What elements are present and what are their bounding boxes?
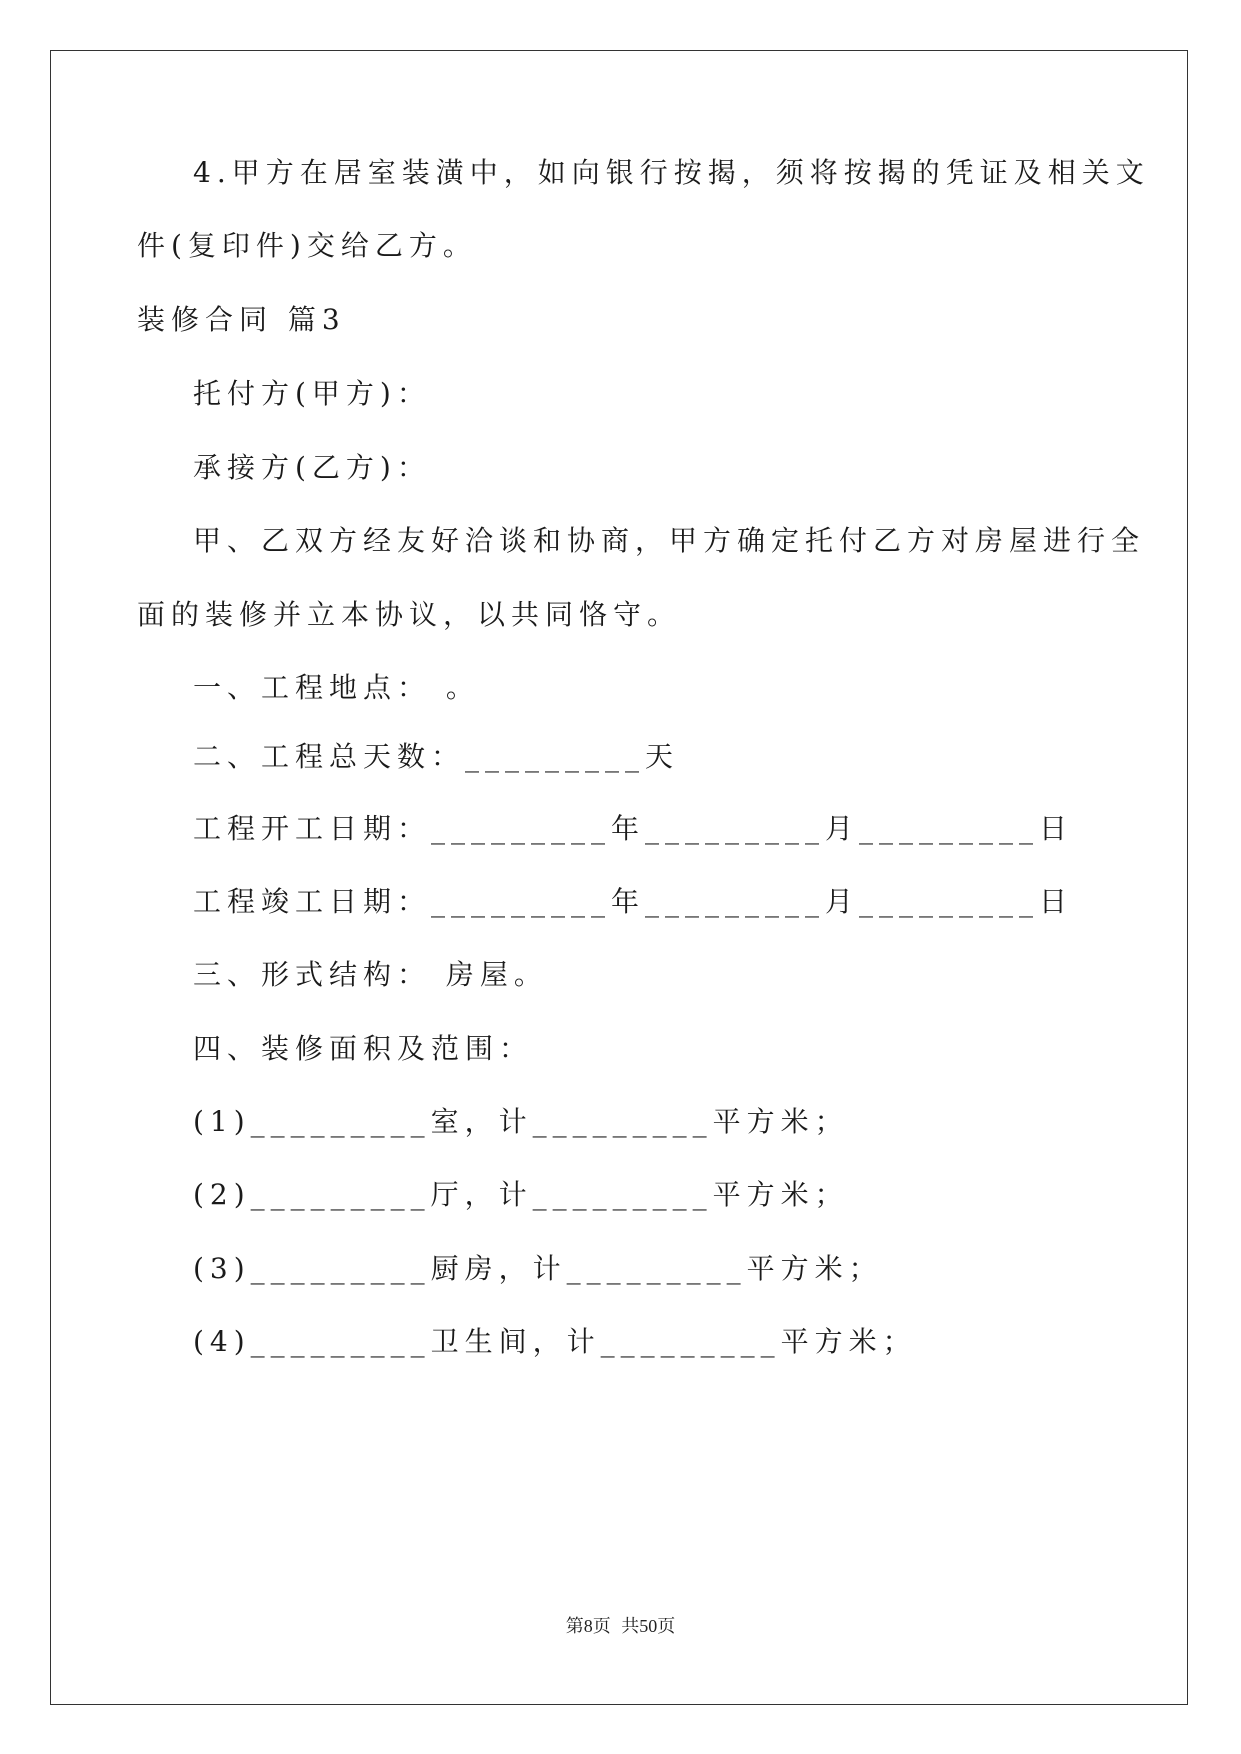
paragraph-line: (4)_________卫生间，计_________平方米； — [193, 1325, 917, 1358]
paragraph-line: 工程竣工日期：_________年_________月_________日 — [193, 885, 1074, 918]
paragraph-line: 面的装修并立本协议，以共同恪守。 — [137, 598, 682, 631]
paragraph-line: 件(复印件)交给乙方。 — [137, 229, 477, 262]
paragraph-line: 托付方(甲方)： — [193, 377, 431, 410]
paragraph-line: 一、工程地点： 。 — [193, 671, 480, 704]
page-number-footer: 第8页 共50页 — [565, 1616, 676, 1636]
paragraph-line: (3)_________厨房，计_________平方米； — [193, 1252, 883, 1285]
paragraph-line: 承接方(乙方)： — [193, 451, 431, 484]
section-heading: 装修合同 篇3 — [137, 303, 346, 336]
paragraph-line: 工程开工日期：_________年_________月_________日 — [193, 812, 1074, 845]
paragraph-line: (2)_________厅，计_________平方米； — [193, 1178, 849, 1211]
page-border — [50, 50, 1188, 1705]
paragraph-line: 甲、乙双方经友好洽谈和协商，甲方确定托付乙方对房屋进行全 — [193, 524, 1146, 557]
paragraph-line: 二、工程总天数：_________天 — [193, 740, 680, 773]
paragraph-line: 三、形式结构： 房屋。 — [193, 958, 548, 991]
paragraph-line: (1)_________室，计_________平方米； — [193, 1105, 849, 1138]
paragraph-line: 4.甲方在居室装潢中，如向银行按揭，须将按揭的凭证及相关文 — [193, 156, 1150, 189]
paragraph-line: 四、装修面积及范围： — [193, 1032, 534, 1065]
